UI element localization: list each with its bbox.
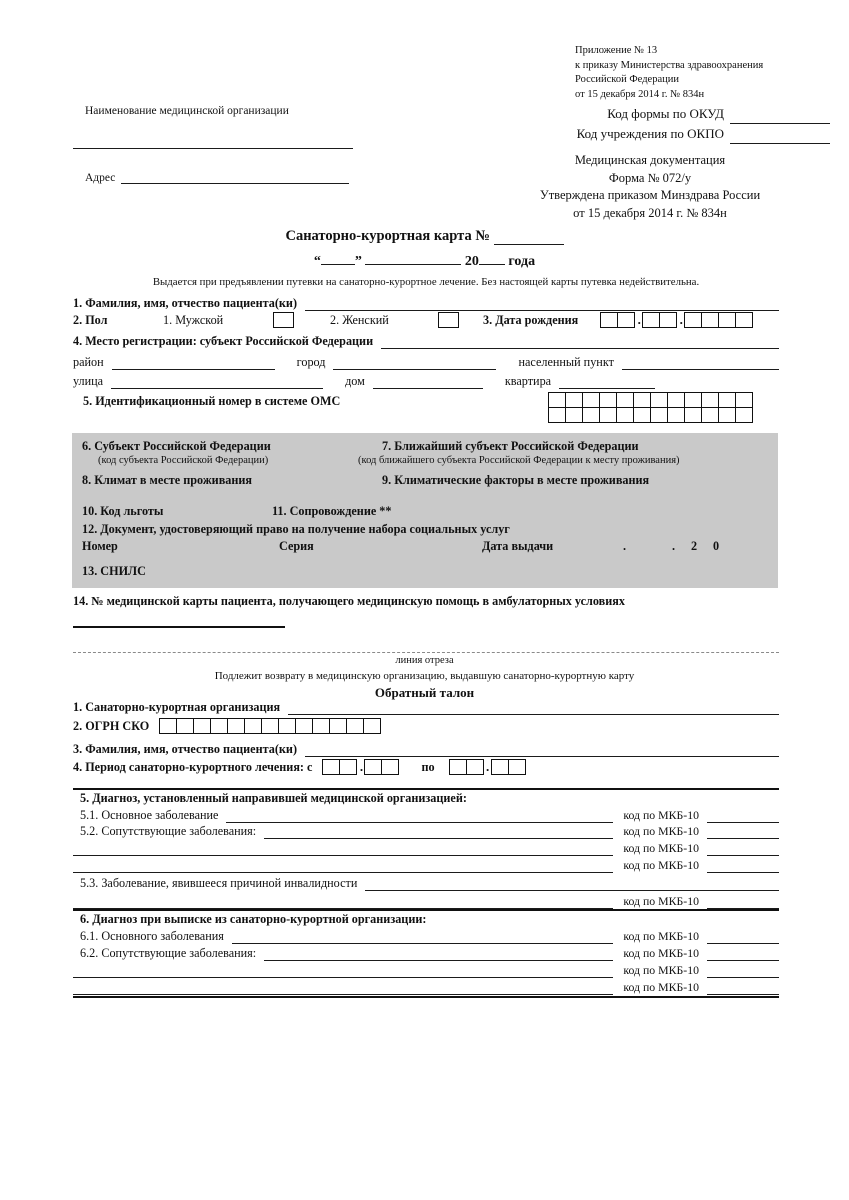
mkb-code-label: код по МКБ-10 — [623, 894, 699, 908]
field-snils-label: 13. СНИЛС — [82, 564, 146, 578]
oms-number-grid[interactable] — [548, 392, 753, 423]
ogrn-grid[interactable] — [159, 718, 381, 734]
diagnosis-main-label: 5.1. Основное заболевание — [80, 808, 219, 822]
diagnosis-concomitant-row-2 — [73, 841, 779, 856]
mkb-code-label: код по МКБ-10 — [623, 858, 699, 872]
issue-year-digit-2: 2 — [691, 539, 698, 553]
oms-cell[interactable] — [565, 407, 583, 423]
address-label: Адрес — [85, 172, 116, 184]
dob-cell[interactable] — [617, 312, 635, 328]
address-row — [85, 172, 349, 184]
field-medcard-label: 14. № медицинской карты пациента, получающего медицинскую помощь в амбулаторных условиях — [73, 594, 625, 608]
oms-cell[interactable] — [701, 392, 719, 408]
field-full-name-label: 1. Фамилия, имя, отчество пациента(ки) — [73, 296, 297, 310]
appendix-line-4: от 15 декабря 2014 г. № 834н — [575, 88, 705, 100]
field-district-row — [73, 355, 779, 370]
diagnosis-disability-row-2 — [73, 894, 779, 909]
field-doc-number-label: Номер — [82, 539, 118, 553]
coupon-period-to-label: по — [421, 759, 435, 774]
issue-date-dot-1: . — [623, 539, 627, 553]
okpo-label: Код учреждения по ОКПО — [576, 126, 724, 141]
field-doc-issue-date-label: Дата выдачи — [482, 539, 554, 553]
coupon-fullname-row — [73, 742, 779, 757]
meddoc-line-1: Медицинская документация — [574, 153, 726, 167]
dob-cell[interactable] — [684, 312, 702, 328]
mkb-code-input[interactable] — [707, 828, 779, 839]
dob-separator: . — [679, 312, 683, 327]
mkb-code-label: код по МКБ-10 — [623, 946, 699, 960]
oms-cell[interactable] — [616, 392, 634, 408]
discharge-section-top-border — [73, 909, 779, 911]
ogrn-cell[interactable] — [193, 718, 211, 734]
coupon-fullname-input[interactable] — [305, 746, 779, 757]
oms-cell[interactable] — [650, 392, 668, 408]
mkb-code-label: код по МКБ-10 — [623, 963, 699, 977]
oms-cell[interactable] — [548, 407, 566, 423]
page-title — [0, 228, 849, 245]
diagnosis-disability-input[interactable] — [365, 880, 779, 891]
mkb-code-label: код по МКБ-10 — [623, 841, 699, 855]
coupon-diagnosis-header-row — [80, 791, 467, 806]
period-to-separator: . — [485, 759, 490, 774]
oms-cell[interactable] — [548, 392, 566, 408]
dob-separator: . — [637, 312, 641, 327]
dob-cell[interactable] — [659, 312, 677, 328]
meddoc-line-3: Утверждена приказом Минздрава России — [539, 188, 761, 202]
oms-cell[interactable] — [599, 407, 617, 423]
field-climate-label: 8. Климат в месте проживания — [82, 473, 253, 487]
mkb-code-input[interactable] — [707, 845, 779, 856]
period-to-cell[interactable] — [491, 759, 509, 775]
issue-date-line — [0, 252, 849, 270]
discharge-concomitant-row-3 — [73, 980, 779, 995]
month-input[interactable] — [365, 252, 461, 265]
oms-cell[interactable] — [582, 407, 600, 423]
coupon-organization-row — [73, 700, 779, 715]
discharge-concomitant-input[interactable] — [264, 950, 613, 961]
oms-cell[interactable] — [718, 392, 736, 408]
settlement-label: населенный пункт — [518, 355, 614, 369]
field-subject-label: 6. Субъект Российской Федерации — [82, 439, 271, 453]
code-fields-block — [500, 104, 830, 144]
period-to-grid[interactable] — [449, 759, 526, 775]
diagnosis-concomitant-input[interactable] — [73, 845, 613, 856]
oms-cell[interactable] — [735, 392, 753, 408]
oms-cell[interactable] — [565, 392, 583, 408]
district-input[interactable] — [112, 359, 275, 370]
oms-cell[interactable] — [582, 392, 600, 408]
ogrn-cell[interactable] — [261, 718, 279, 734]
ogrn-cell[interactable] — [210, 718, 228, 734]
discharge-concomitant-input[interactable] — [73, 967, 613, 978]
mkb-code-input[interactable] — [707, 933, 779, 944]
diagnosis-disability-label: 5.3. Заболевание, явившееся причиной инвалидности — [80, 876, 358, 890]
oms-cell[interactable] — [633, 407, 651, 423]
discharge-concomitant-row-2 — [73, 963, 779, 978]
diagnosis-main-row — [80, 808, 779, 823]
dob-cell[interactable] — [642, 312, 660, 328]
coupon-discharge-header-row — [80, 912, 426, 927]
oms-cell[interactable] — [650, 407, 668, 423]
discharge-section-bottom-border — [73, 996, 779, 998]
coupon-diagnosis-header: 5. Диагноз, установленный направившей медицинской организацией: — [80, 791, 467, 805]
year-input[interactable] — [479, 252, 505, 265]
oms-cell[interactable] — [633, 392, 651, 408]
street-label: улица — [73, 374, 104, 388]
oms-cell[interactable] — [684, 407, 702, 423]
day-input[interactable] — [321, 252, 355, 265]
house-input[interactable] — [373, 378, 483, 389]
city-label: город — [296, 355, 326, 369]
dob-cell[interactable] — [600, 312, 618, 328]
medcard-number-input[interactable] — [73, 626, 285, 628]
field-medcard-row — [73, 594, 779, 609]
oms-grid-row — [548, 392, 753, 408]
field-subject-sublabel: (код субъекта Российской Федерации) — [98, 455, 269, 466]
field-dob-label: 3. Дата рождения — [483, 312, 579, 327]
coupon-organization-input[interactable] — [288, 704, 779, 715]
ogrn-cell[interactable] — [227, 718, 245, 734]
ogrn-cell[interactable] — [278, 718, 296, 734]
period-from-cell[interactable] — [381, 759, 399, 775]
quote-open: “ — [313, 254, 321, 269]
mkb-code-input[interactable] — [707, 862, 779, 873]
okud-row — [500, 104, 830, 124]
field-sex-dob-row — [73, 312, 793, 328]
diagnosis-concomitant-row — [80, 824, 779, 839]
field-sex-label: 2. Пол — [73, 312, 108, 327]
return-note: Подлежит возврату в медицинскую организацию, выдавшую санаторно-курортную карту — [214, 670, 635, 682]
appendix-reference — [575, 44, 840, 102]
period-from-cell[interactable] — [339, 759, 357, 775]
period-to-cell[interactable] — [466, 759, 484, 775]
card-number-input[interactable] — [494, 232, 564, 245]
ogrn-cell[interactable] — [346, 718, 364, 734]
oms-cell[interactable] — [735, 407, 753, 423]
mkb-code-label: код по МКБ-10 — [623, 824, 699, 838]
oms-grid-row — [548, 408, 753, 423]
address-input[interactable] — [121, 173, 349, 184]
appendix-line-3: Российской Федерации — [575, 74, 679, 85]
meddoc-line-4: от 15 декабря 2014 г. № 834н — [573, 205, 727, 220]
coupon-ogrn-label: 2. ОГРН СКО — [73, 718, 150, 733]
coupon-discharge-header: 6. Диагноз при выписке из санаторно-курортной организации: — [80, 912, 427, 926]
diagnosis-disability-input-2[interactable] — [73, 898, 613, 909]
sex-female-checkbox[interactable] — [438, 312, 459, 328]
diagnosis-main-input[interactable] — [226, 812, 613, 823]
field-accompaniment-label: 11. Сопровождение ** — [272, 504, 392, 518]
field-oms-row — [83, 394, 340, 409]
medical-documentation-block — [470, 152, 830, 222]
field-registration-label: 4. Место регистрации: субъект Российской Федерации — [73, 334, 374, 348]
field-registration-row — [73, 334, 779, 349]
field-nearest-subject-label: 7. Ближайший субъект Российской Федерации — [382, 439, 639, 453]
period-from-grid[interactable] — [322, 759, 399, 775]
ogrn-cell[interactable] — [363, 718, 381, 734]
period-from-cell[interactable] — [364, 759, 382, 775]
meddoc-line-2: Форма № 072/у — [608, 170, 692, 185]
oms-cell[interactable] — [667, 392, 685, 408]
oms-cell[interactable] — [599, 392, 617, 408]
ogrn-cell[interactable] — [159, 718, 177, 734]
coupon-period-label: 4. Период санаторно-курортного лечения: с — [73, 759, 313, 774]
district-label: район — [73, 355, 104, 369]
diagnosis-concomitant-row-3 — [73, 858, 779, 873]
ogrn-cell[interactable] — [176, 718, 194, 734]
discharge-concomitant-row — [80, 946, 779, 961]
medical-organization-label: Наименование медицинской организации — [85, 105, 289, 117]
field-nearest-subject-sublabel: (код ближайшего субъекта Российской Федерации к месту проживания) — [358, 455, 680, 466]
mkb-code-input[interactable] — [707, 898, 779, 909]
period-to-cell[interactable] — [449, 759, 467, 775]
mkb-code-label: код по МКБ-10 — [623, 980, 699, 994]
issue-notice: Выдается при предъявлении путевки на санаторно-курортное лечение. Без настоящей карты путевка недействительна. — [152, 276, 700, 288]
period-from-cell[interactable] — [322, 759, 340, 775]
oms-cell[interactable] — [616, 407, 634, 423]
full-name-input[interactable] — [305, 300, 779, 311]
ogrn-cell[interactable] — [244, 718, 262, 734]
field-benefit-code-label: 10. Код льготы — [82, 504, 164, 518]
okud-input[interactable] — [730, 113, 830, 124]
street-input[interactable] — [111, 378, 323, 389]
quote-close: ” — [354, 254, 362, 269]
coupon-ogrn-row — [73, 718, 381, 734]
cut-line-label: линия отреза — [395, 655, 454, 666]
oms-cell[interactable] — [684, 392, 702, 408]
appendix-line-2: к приказу Министерства здравоохранения — [575, 59, 764, 71]
diagnosis-section-top-border — [73, 788, 779, 790]
diagnosis-concomitant-input[interactable] — [73, 862, 613, 873]
okpo-row — [500, 124, 830, 144]
sex-male-checkbox[interactable] — [273, 312, 294, 328]
field-oms-label: 5. Идентификационный номер в системе ОМС — [83, 394, 341, 408]
mkb-code-input[interactable] — [707, 984, 779, 995]
discharge-main-label: 6.1. Основного заболевания — [80, 929, 224, 943]
mkb-code-label: код по МКБ-10 — [623, 808, 699, 822]
field-climate-factors-label: 9. Климатические факторы в месте проживания — [382, 473, 650, 487]
diagnosis-concomitant-input[interactable] — [264, 828, 613, 839]
page-title-text: Санаторно-курортная карта № — [285, 228, 490, 244]
apartment-input[interactable] — [559, 378, 655, 389]
field-street-row — [73, 374, 779, 389]
ogrn-cell[interactable] — [295, 718, 313, 734]
house-label: дом — [345, 374, 365, 388]
year-prefix: 20 — [464, 254, 479, 269]
coupon-period-row — [73, 759, 526, 775]
field-full-name-row — [73, 296, 779, 311]
settlement-input[interactable] — [622, 359, 779, 370]
oms-cell[interactable] — [701, 407, 719, 423]
dob-cell[interactable] — [701, 312, 719, 328]
period-from-separator: . — [359, 759, 364, 774]
mkb-code-input[interactable] — [707, 950, 779, 961]
issue-date-dot-2: . — [672, 539, 676, 553]
mkb-code-label: код по МКБ-10 — [623, 929, 699, 943]
discharge-concomitant-label: 6.2. Сопутствующие заболевания: — [80, 946, 257, 960]
ogrn-cell[interactable] — [329, 718, 347, 734]
mkb-code-input[interactable] — [707, 967, 779, 978]
appendix-line-1: Приложение № 13 — [575, 45, 658, 56]
field-social-doc-label: 12. Документ, удостоверяющий право на получение набора социальных услуг — [82, 522, 510, 536]
coupon-fullname-label: 3. Фамилия, имя, отчество пациента(ки) — [73, 742, 297, 756]
oms-cell[interactable] — [667, 407, 685, 423]
oms-cell[interactable] — [718, 407, 736, 423]
registration-subject-input[interactable] — [381, 338, 779, 349]
apartment-label: квартира — [504, 374, 552, 388]
field-doc-series-label: Серия — [279, 539, 314, 553]
issue-year-digit-0: 0 — [713, 539, 720, 553]
return-coupon-title: Обратный талон — [374, 685, 475, 700]
cut-line-divider — [73, 652, 779, 653]
diagnosis-disability-row — [80, 876, 779, 891]
diagnosis-concomitant-label: 5.2. Сопутствующие заболевания: — [80, 824, 257, 838]
ogrn-cell[interactable] — [312, 718, 330, 734]
discharge-main-input[interactable] — [232, 933, 613, 944]
okpo-input[interactable] — [730, 133, 830, 144]
year-suffix: года — [508, 254, 536, 269]
period-to-cell[interactable] — [508, 759, 526, 775]
sex-male-label: 1. Мужской — [163, 312, 224, 327]
social-services-panel — [72, 433, 778, 588]
medical-organization-input[interactable] — [73, 148, 353, 149]
coupon-organization-label: 1. Санаторно-курортная организация — [73, 700, 281, 714]
discharge-concomitant-input[interactable] — [73, 984, 613, 995]
dob-cell[interactable] — [735, 312, 753, 328]
okud-label: Код формы по ОКУД — [607, 106, 724, 121]
city-input[interactable] — [333, 359, 496, 370]
discharge-main-row — [80, 929, 779, 944]
dob-grid[interactable] — [600, 312, 753, 328]
dob-cell[interactable] — [718, 312, 736, 328]
mkb-code-input[interactable] — [707, 812, 779, 823]
sex-female-label: 2. Женский — [330, 312, 389, 327]
